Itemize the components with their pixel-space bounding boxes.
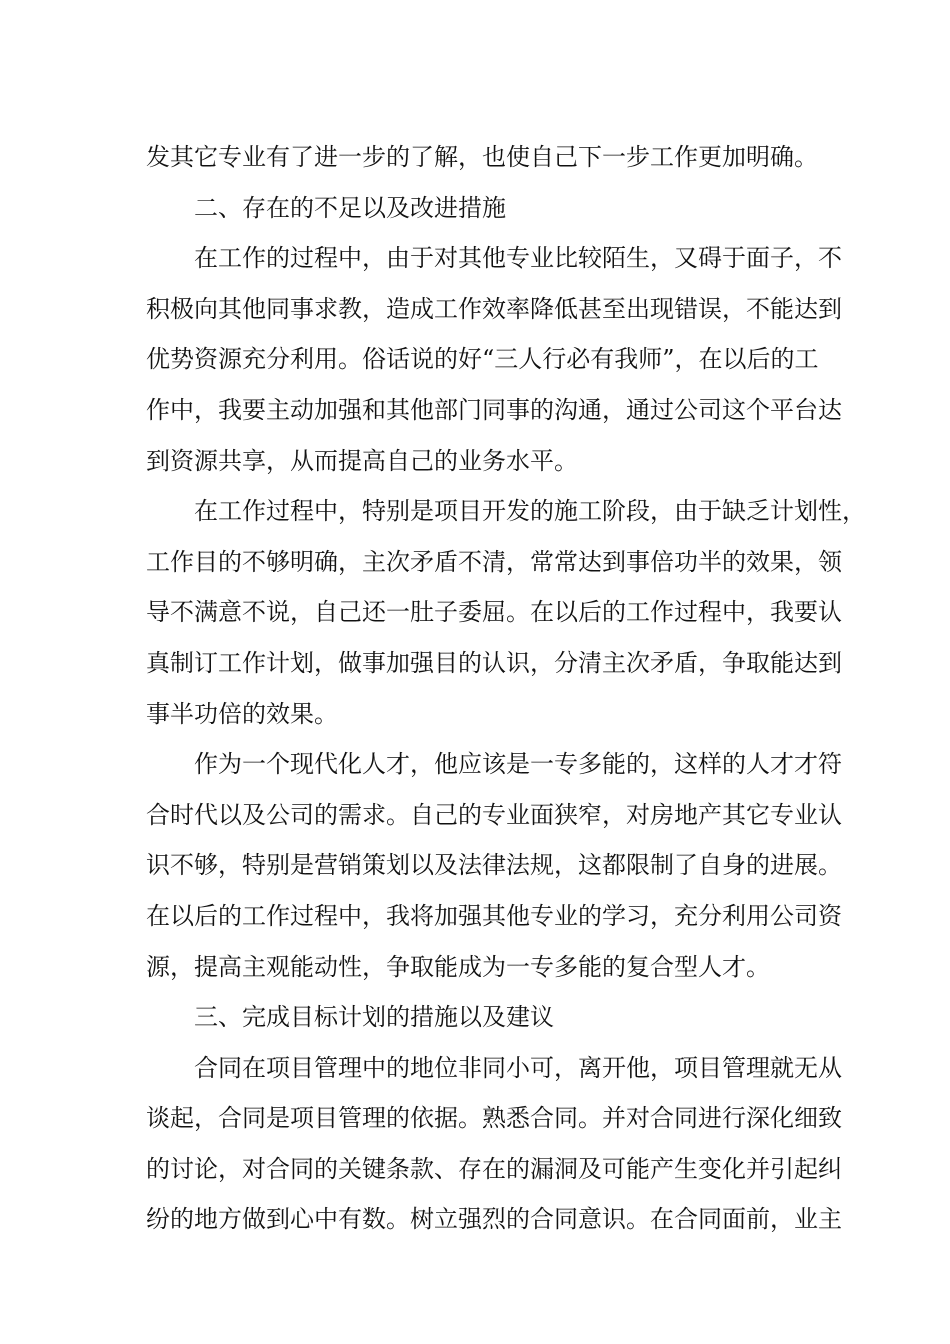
paragraph-line: 导不满意不说，自己还一肚子委屈。在以后的工作过程中，我要认 xyxy=(146,598,842,627)
paragraph-line: 事半功倍的效果。 xyxy=(146,699,338,728)
paragraph-line: 到资源共享，从而提高自己的业务水平。 xyxy=(146,446,578,475)
paragraph-line: 识不够，特别是营销策划以及法律法规，这都限制了自身的进展。 xyxy=(146,851,842,880)
paragraph-line: 源，提高主观能动性，争取能成为一专多能的复合型人才。 xyxy=(146,952,770,981)
paragraph-line: 作为一个现代化人才，他应该是一专多能的，这样的人才才符 xyxy=(194,750,842,779)
paragraph-line: 合同在项目管理中的地位非同小可，离开他，项目管理就无从 xyxy=(194,1053,842,1082)
paragraph-line: 发其它专业有了进一步的了解，也使自己下一步工作更加明确。 xyxy=(146,143,818,171)
section-heading: 三、完成目标计划的措施以及建议 xyxy=(194,1003,554,1032)
paragraph-line: 谈起，合同是项目管理的依据。熟悉合同。并对合同进行深化细致 xyxy=(146,1104,842,1133)
section-heading: 二、存在的不足以及改进措施 xyxy=(194,193,506,222)
paragraph-line: 在以后的工作过程中，我将加强其他专业的学习，充分利用公司资 xyxy=(146,901,842,930)
paragraph-line: 工作目的不够明确，主次矛盾不清，常常达到事倍功半的效果，领 xyxy=(146,547,842,576)
body-text xyxy=(146,132,866,1245)
paragraph-line: 作中，我要主动加强和其他部门同事的沟通，通过公司这个平台达 xyxy=(146,395,842,424)
paragraph-line: 纷的地方做到心中有数。树立强烈的合同意识。在合同面前，业主 xyxy=(146,1205,842,1234)
paragraph-line: 的讨论，对合同的关键条款、存在的漏洞及可能产生变化并引起纠 xyxy=(146,1154,842,1183)
paragraph-line: 真制订工作计划，做事加强目的认识，分清主次矛盾，争取能达到 xyxy=(146,648,842,677)
paragraph-line: 在工作的过程中，由于对其他专业比较陌生，又碍于面子，不 xyxy=(194,244,842,273)
paragraph-line: 在工作过程中，特别是项目开发的施工阶段，由于缺乏计划性， xyxy=(194,497,866,526)
paragraph-line: 积极向其他同事求教，造成工作效率降低甚至出现错误，不能达到 xyxy=(146,294,842,323)
paragraph-line: 优势资源充分利用。俗话说的好“三人行必有我师”，在以后的工 xyxy=(146,345,819,374)
paragraph-line: 合时代以及公司的需求。自己的专业面狭窄，对房地产其它专业认 xyxy=(146,800,842,829)
